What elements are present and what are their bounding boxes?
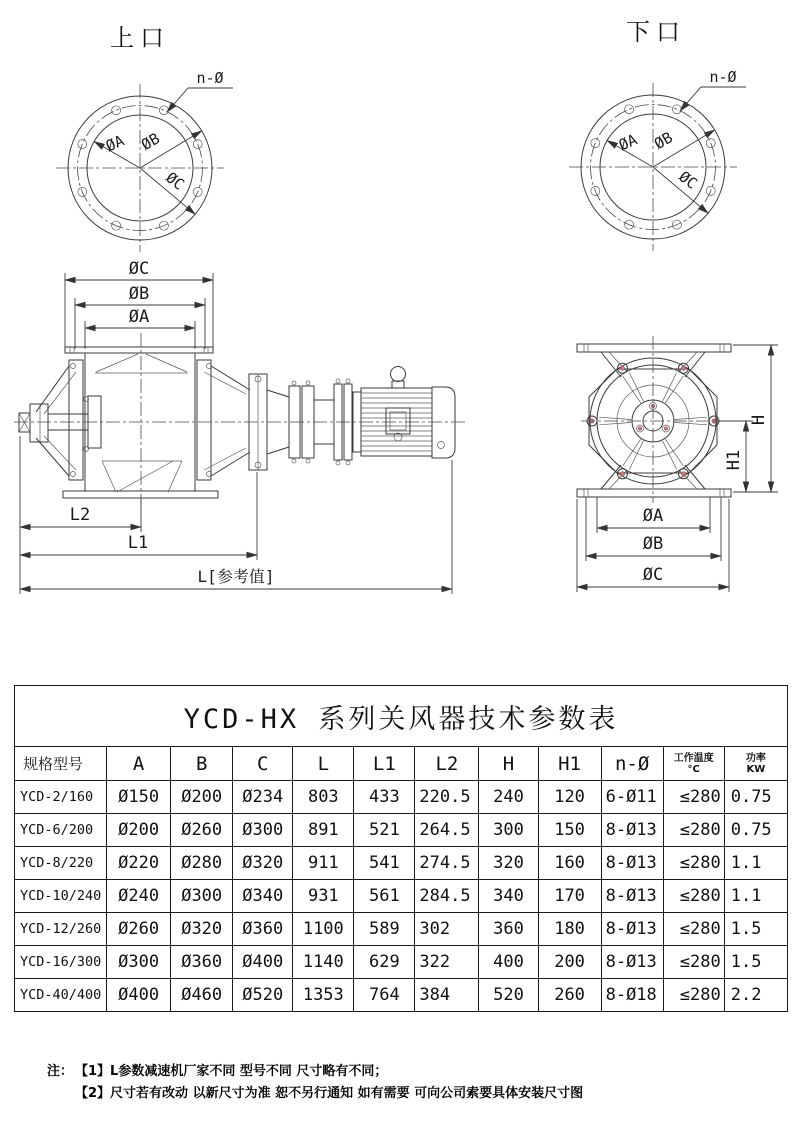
dim-label-l-reference: L[参考值] xyxy=(197,567,275,586)
dim-label-dia-a: ØA xyxy=(616,130,640,155)
view-title-top-port: 上口 xyxy=(110,24,170,52)
column-header-power xyxy=(724,747,787,781)
column-header-l1: L1 xyxy=(354,747,415,781)
cell: 629 xyxy=(354,946,415,979)
cell: 8-Ø18 xyxy=(601,979,663,1012)
cell: 300 xyxy=(479,814,538,847)
cell: 8-Ø13 xyxy=(601,880,663,913)
side-view-top-dimensions xyxy=(65,259,213,349)
dim-label-dia-b: ØB xyxy=(642,534,664,554)
cell: 521 xyxy=(354,814,415,847)
cell: ≤280 xyxy=(663,847,724,880)
cell: 911 xyxy=(293,847,354,880)
flange-view-top-port xyxy=(56,69,233,252)
cell: 400 xyxy=(479,946,538,979)
cell: 340 xyxy=(479,880,538,913)
cell: 1.1 xyxy=(724,847,787,880)
dim-label-h: H xyxy=(749,414,769,426)
cell: Ø260 xyxy=(107,913,171,946)
dim-label-dia-b: ØB xyxy=(128,284,150,304)
cell: 6-Ø11 xyxy=(601,781,663,814)
cell: 764 xyxy=(354,979,415,1012)
cell: 322 xyxy=(415,946,479,979)
column-header-n-holes: n-Ø xyxy=(601,747,663,781)
dim-label-dia-c: ØC xyxy=(128,259,150,279)
cell: 274.5 xyxy=(415,847,479,880)
table-title: YCD-HX 系列关风器技术参数表 xyxy=(15,686,788,747)
dim-label-dia-b: ØB xyxy=(138,129,163,154)
cell: Ø150 xyxy=(107,781,171,814)
column-header-l2: L2 xyxy=(415,747,479,781)
cell: 2.2 xyxy=(724,979,787,1012)
end-view-height-dimensions xyxy=(716,345,778,492)
cell: 120 xyxy=(538,781,601,814)
cell: Ø460 xyxy=(171,979,233,1012)
cell: Ø400 xyxy=(233,946,293,979)
dim-label-dia-a: ØA xyxy=(642,506,664,526)
column-header-h: H xyxy=(479,747,538,781)
cell: 1.1 xyxy=(724,880,787,913)
view-title-bottom-port: 下口 xyxy=(626,18,686,46)
cell: 803 xyxy=(293,781,354,814)
cell: 1100 xyxy=(293,913,354,946)
cell: YCD-8/220 xyxy=(15,847,107,880)
cell: 561 xyxy=(354,880,415,913)
side-view xyxy=(14,259,466,594)
dim-label-dia-a: ØA xyxy=(128,307,150,327)
power-label: 功率 xyxy=(745,752,766,764)
cell: 1.5 xyxy=(724,913,787,946)
cell: Ø340 xyxy=(233,880,293,913)
cell: YCD-2/160 xyxy=(15,781,107,814)
valve-body xyxy=(63,347,218,498)
table-title-row xyxy=(15,686,788,747)
cell: 0.75 xyxy=(724,814,787,847)
table-row xyxy=(15,814,788,847)
cell: 170 xyxy=(538,880,601,913)
column-header-a: A xyxy=(107,747,171,781)
dim-label-dia-c: ØC xyxy=(675,167,701,193)
cell: 1.5 xyxy=(724,946,787,979)
cell: YCD-6/200 xyxy=(15,814,107,847)
power-unit: KW xyxy=(746,763,766,775)
cell: 433 xyxy=(354,781,415,814)
column-header-model: 规格型号 xyxy=(15,747,107,781)
cell: 520 xyxy=(479,979,538,1012)
cell: Ø280 xyxy=(171,847,233,880)
table-row xyxy=(15,880,788,913)
working-temp-unit: °C xyxy=(687,763,700,775)
cell: 0.75 xyxy=(724,781,787,814)
cell: Ø400 xyxy=(107,979,171,1012)
table-row xyxy=(15,946,788,979)
spec-table xyxy=(14,685,788,1012)
dim-label-l2: L2 xyxy=(69,505,91,525)
cell: 931 xyxy=(293,880,354,913)
cell: Ø320 xyxy=(233,847,293,880)
cell: Ø200 xyxy=(171,781,233,814)
cell: 302 xyxy=(415,913,479,946)
flange-view-bottom-port xyxy=(569,68,746,251)
cell: 8-Ø13 xyxy=(601,847,663,880)
dim-label-dia-c: ØC xyxy=(642,565,664,585)
cell: ≤280 xyxy=(663,913,724,946)
end-view-body xyxy=(577,336,753,503)
cell: 541 xyxy=(354,847,415,880)
cell: 200 xyxy=(538,946,601,979)
cell: Ø300 xyxy=(107,946,171,979)
cell: 320 xyxy=(479,847,538,880)
dim-label-dia-a: ØA xyxy=(103,131,127,156)
cell: 240 xyxy=(479,781,538,814)
cell: ≤280 xyxy=(663,781,724,814)
cell: ≤280 xyxy=(663,814,724,847)
cell: Ø360 xyxy=(171,946,233,979)
column-header-h1: H1 xyxy=(538,747,601,781)
gearbox-and-motor xyxy=(204,366,455,476)
cell: 264.5 xyxy=(415,814,479,847)
end-view-diameter-dimensions xyxy=(577,497,729,592)
table-row xyxy=(15,913,788,946)
cell: YCD-12/260 xyxy=(15,913,107,946)
end-view xyxy=(577,336,778,592)
table-row xyxy=(15,781,788,814)
dim-label-l1: L1 xyxy=(127,533,149,553)
table-header-row xyxy=(15,747,788,781)
cell: Ø300 xyxy=(233,814,293,847)
dim-label-n-holes: n-Ø xyxy=(196,69,224,87)
dim-label-dia-c: ØC xyxy=(162,168,188,194)
dim-label-n-holes: n-Ø xyxy=(709,68,737,86)
cell: Ø234 xyxy=(233,781,293,814)
cell: ≤280 xyxy=(663,880,724,913)
cell: ≤280 xyxy=(663,979,724,1012)
cell: 8-Ø13 xyxy=(601,946,663,979)
cell: 891 xyxy=(293,814,354,847)
cell: Ø220 xyxy=(107,847,171,880)
cell: 160 xyxy=(538,847,601,880)
column-header-c: C xyxy=(233,747,293,781)
cell: Ø300 xyxy=(171,880,233,913)
cell: 150 xyxy=(538,814,601,847)
cell: 180 xyxy=(538,913,601,946)
cell: 1353 xyxy=(293,979,354,1012)
cell: 8-Ø13 xyxy=(601,913,663,946)
note-line: 【1】L参数减速机厂家不同 型号不同 尺寸略有不同； xyxy=(75,1064,388,1079)
cell: 220.5 xyxy=(415,781,479,814)
cell: Ø200 xyxy=(107,814,171,847)
cell: Ø360 xyxy=(233,913,293,946)
cell: YCD-10/240 xyxy=(15,880,107,913)
cell: Ø520 xyxy=(233,979,293,1012)
spec-table-body xyxy=(15,781,788,1012)
dim-label-dia-b: ØB xyxy=(651,128,676,153)
cell: Ø320 xyxy=(171,913,233,946)
table-row xyxy=(15,847,788,880)
notes-label: 注： xyxy=(47,1064,74,1079)
dim-label-h1: H1 xyxy=(724,449,744,471)
cell: 384 xyxy=(415,979,479,1012)
table-row xyxy=(15,979,788,1012)
cell: 360 xyxy=(479,913,538,946)
cell: YCD-40/400 xyxy=(15,979,107,1012)
cell: 8-Ø13 xyxy=(601,814,663,847)
cell: 1140 xyxy=(293,946,354,979)
cell: 589 xyxy=(354,913,415,946)
notes-lines xyxy=(75,1061,583,1105)
column-header-l: L xyxy=(293,747,354,781)
cell: Ø260 xyxy=(171,814,233,847)
column-header-working-temp xyxy=(663,747,724,781)
cell: ≤280 xyxy=(663,946,724,979)
cell: 284.5 xyxy=(415,880,479,913)
working-temp-label: 工作温度 xyxy=(673,752,714,764)
note-line: 【2】尺寸若有改动 以新尺寸为准 恕不另行通知 如有需要 可向公司索要具体安装尺寸图 xyxy=(75,1086,584,1101)
footnotes xyxy=(47,1061,583,1105)
cell: Ø240 xyxy=(107,880,171,913)
cell: 260 xyxy=(538,979,601,1012)
column-header-b: B xyxy=(171,747,233,781)
shaft-end-assembly xyxy=(19,366,101,476)
cell: YCD-16/300 xyxy=(15,946,107,979)
